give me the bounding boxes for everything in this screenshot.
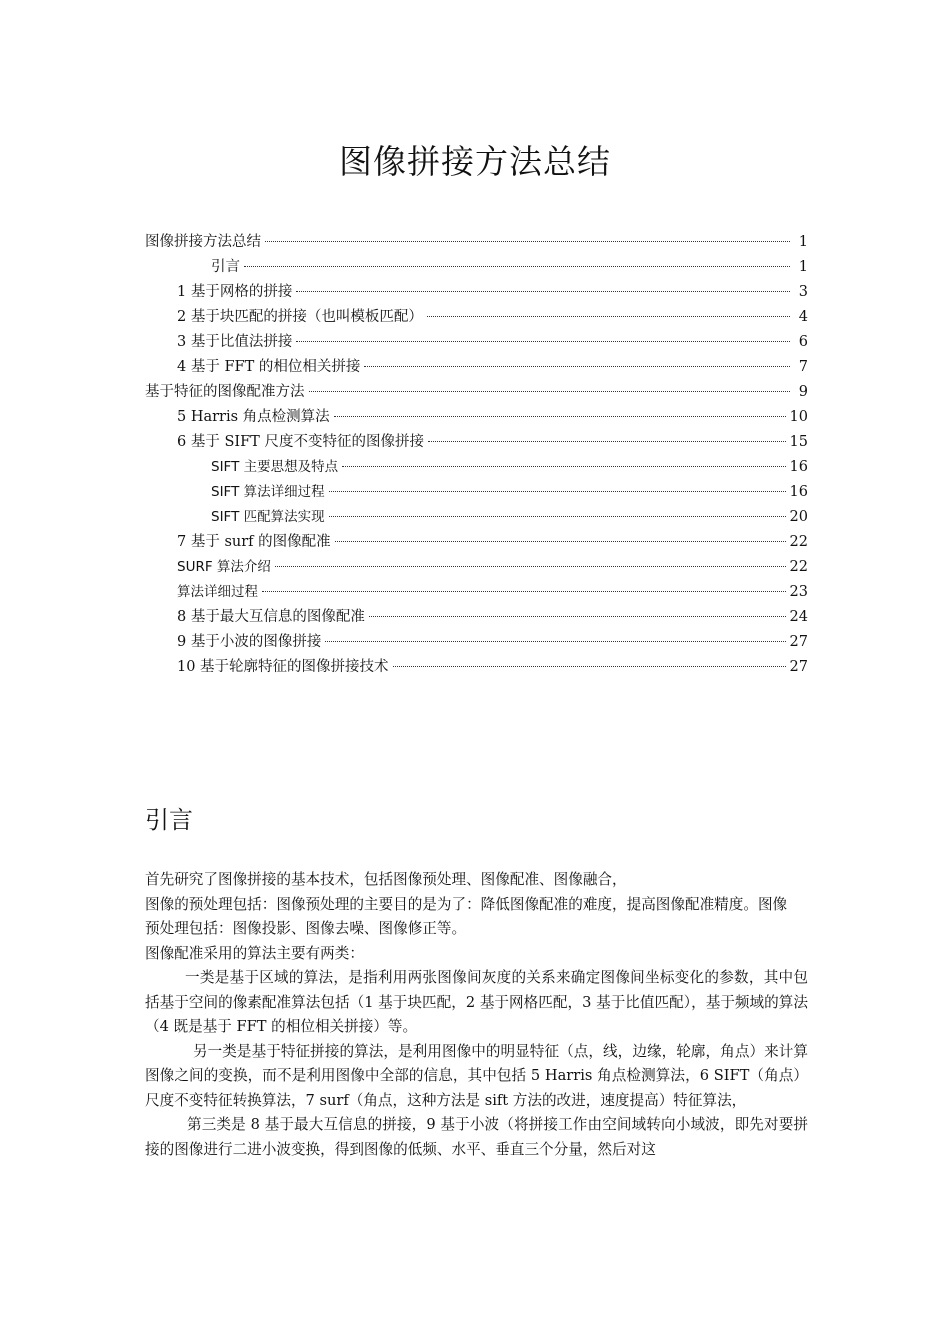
toc-dot-leader [335, 541, 786, 542]
toc-entry[interactable] [145, 430, 808, 455]
toc-entry[interactable] [145, 380, 808, 405]
document-title: 图像拼接方法总结 [339, 142, 611, 181]
toc-entry-label: 引言 [211, 259, 240, 275]
toc-entry[interactable] [145, 630, 808, 655]
toc-dot-leader [364, 366, 790, 367]
toc-entry-label: 4 基于 FFT 的相位相关拼接 [177, 359, 361, 375]
toc-entry-label: 5 Harris 角点检测算法 [177, 409, 330, 425]
toc-dot-leader [296, 291, 790, 292]
toc-entry[interactable] [145, 655, 808, 680]
toc-entry-label: 2 基于块匹配的拼接（也叫模板匹配） [177, 309, 423, 325]
toc-entry-page-number: 27 [789, 659, 808, 675]
toc-entry-page-number: 22 [789, 559, 808, 575]
toc-entry-label: 3 基于比值法拼接 [177, 334, 293, 350]
toc-dot-leader [427, 316, 790, 317]
toc-entry-label: SURF 算法介绍 [177, 559, 271, 575]
toc-entry-label: 9 基于小波的图像拼接 [177, 634, 322, 650]
toc-entry-page-number: 7 [798, 359, 808, 375]
toc-entry-label: 算法详细过程 [177, 584, 258, 600]
toc-entry-label: SIFT 匹配算法实现 [211, 509, 325, 525]
toc-entry[interactable] [145, 330, 808, 355]
body-paragraph: 另一类是基于特征拼接的算法，是利用图像中的明显特征（点，线，边缘，轮廓，角点）来计算图像之间的变换，而不是利用图像中全部的信息，其中包括 5 Harris 角点检测算法，6 SIFT（角点）尺度不变特征转换算法，7 surf（角点，这种方法是 sift 方法的改进，速度提高）特征算法， [145, 1042, 808, 1109]
toc-entry[interactable] [145, 580, 808, 605]
toc-entry-page-number: 16 [789, 484, 808, 500]
toc-dot-leader [329, 491, 786, 492]
toc-entry-page-number: 16 [789, 459, 808, 475]
toc-entry[interactable] [145, 255, 808, 280]
toc-entry-page-number: 6 [798, 334, 808, 350]
toc-entry[interactable] [145, 355, 808, 380]
toc-entry-page-number: 1 [798, 259, 808, 275]
toc-entry-page-number: 23 [789, 584, 808, 600]
toc-dot-leader [244, 266, 790, 267]
toc-entry[interactable] [145, 230, 808, 255]
toc-dot-leader [329, 516, 786, 517]
toc-entry[interactable] [145, 530, 808, 555]
toc-dot-leader [275, 566, 786, 567]
intro-body [145, 868, 808, 1162]
toc-dot-leader [334, 416, 786, 417]
body-paragraph: 图像配准采用的算法主要有两类： [145, 944, 364, 962]
toc-entry[interactable] [145, 455, 808, 480]
toc-entry[interactable] [145, 405, 808, 430]
toc-entry-label: 8 基于最大互信息的图像配准 [177, 609, 365, 625]
toc-entry-label: 图像拼接方法总结 [145, 234, 261, 250]
toc-entry-page-number: 22 [789, 534, 808, 550]
toc-entry-page-number: 9 [798, 384, 808, 400]
toc-entry[interactable] [145, 280, 808, 305]
toc-dot-leader [428, 441, 786, 442]
toc-entry-page-number: 4 [798, 309, 808, 325]
toc-dot-leader [309, 391, 791, 392]
toc-entry-label: 10 基于轮廓特征的图像拼接技术 [177, 659, 389, 675]
body-paragraph: 预处理包括：图像投影、图像去噪、图像修正等。 [145, 920, 467, 937]
toc-entry[interactable] [145, 505, 808, 530]
toc-entry-page-number: 3 [798, 284, 808, 300]
toc-dot-leader [262, 591, 786, 592]
body-paragraph: 一类是基于区域的算法，是指利用两张图像间灰度的关系来确定图像间坐标变化的参数，其中包括基于空间的像素配准算法包括（1 基于块匹配，2 基于网格匹配，3 基于比值匹配），基于频域的算法（4 既是基于 FFT 的相位相关拼接）等。 [145, 969, 808, 1035]
toc-dot-leader [296, 341, 790, 342]
section-heading-intro: 引言 [145, 806, 193, 834]
toc-entry-label: SIFT 算法详细过程 [211, 484, 325, 500]
toc-dot-leader [342, 466, 785, 467]
toc-entry[interactable] [145, 305, 808, 330]
toc-entry-label: SIFT 主要思想及特点 [211, 459, 339, 475]
toc-entry-page-number: 20 [789, 509, 808, 525]
toc-dot-leader [325, 641, 785, 642]
toc-entry-page-number: 1 [798, 234, 808, 250]
toc-entry-label: 6 基于 SIFT 尺度不变特征的图像拼接 [177, 434, 424, 450]
toc-entry-page-number: 15 [789, 434, 808, 450]
toc-entry[interactable] [145, 605, 808, 630]
toc-entry-label: 1 基于网格的拼接 [177, 284, 293, 300]
toc-entry[interactable] [145, 480, 808, 505]
toc-dot-leader [265, 241, 790, 242]
toc-entry-page-number: 10 [789, 409, 808, 425]
body-paragraph: 第三类是 8 基于最大互信息的拼接，9 基于小波（将拼接工作由空间域转向小域波，即先对要拼接的图像进行二进小波变换，得到图像的低频、水平、垂直三个分量，然后对这 [145, 1116, 808, 1158]
toc-entry-label: 7 基于 surf 的图像配准 [177, 534, 331, 550]
toc-dot-leader [369, 616, 786, 617]
toc-entry-page-number: 27 [789, 634, 808, 650]
toc-entry[interactable] [145, 555, 808, 580]
body-paragraph: 首先研究了图像拼接的基本技术，包括图像预处理、图像配准、图像融合， [145, 871, 627, 888]
body-paragraph: 图像的预处理包括：图像预处理的主要目的是为了：降低图像配准的难度，提高图像配准精度。图像 [145, 895, 788, 913]
toc-entry-label: 基于特征的图像配准方法 [145, 384, 305, 400]
toc-dot-leader [393, 666, 786, 667]
toc-entry-page-number: 24 [789, 609, 808, 625]
table-of-contents [145, 230, 808, 680]
